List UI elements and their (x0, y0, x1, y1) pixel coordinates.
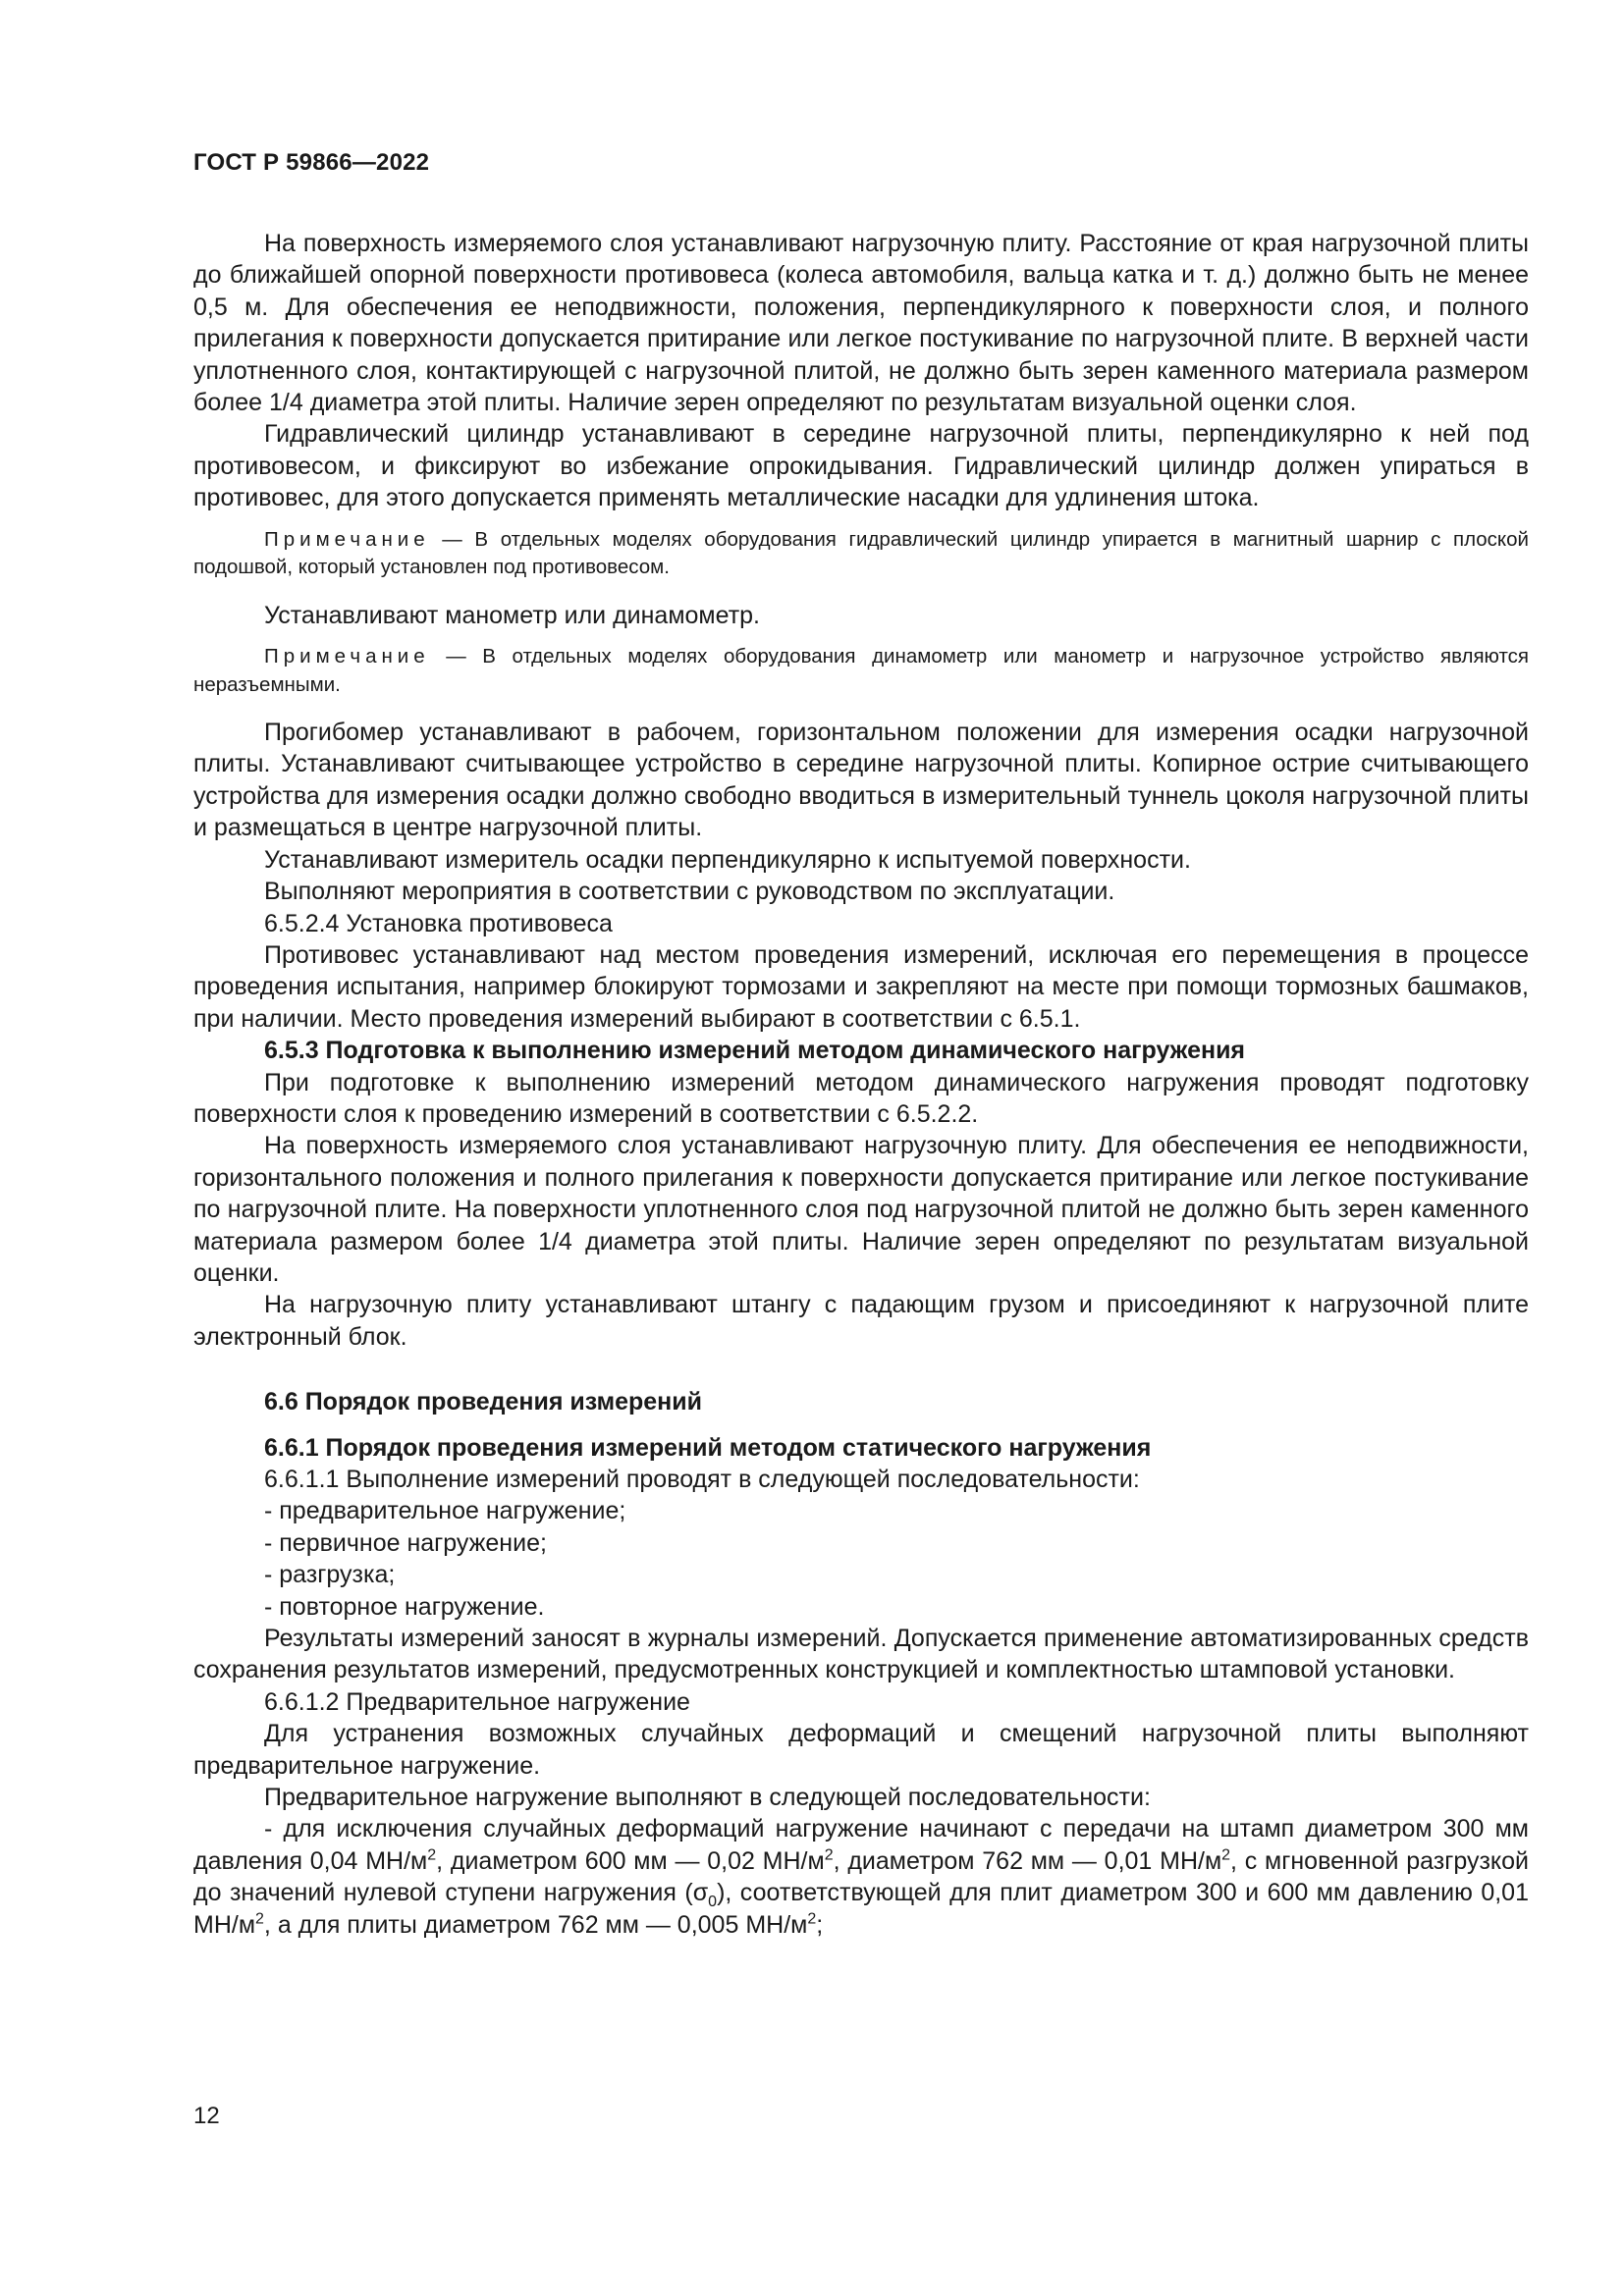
paragraph: На поверхность измеряемого слоя устанавливают нагрузочную плиту. Для обеспечения ее неподвижности, горизонтального положения и полного прилегания к поверхности допускается притирание или легкое постукивание по нагрузочной плите. На поверхности уплотненного слоя под нагрузочной плитой не должно быть зерен каменного материала размером более 1/4 диаметра этой плиты. Наличие зерен определяют по результатам визуальной оценки. (193, 1132, 1529, 1287)
text-run: , диаметром 600 мм — 0,02 МН/м (436, 1846, 825, 1875)
document-header: ГОСТ Р 59866—2022 (193, 149, 430, 176)
subsection-title: 6.5.2.4 Установка противовеса (264, 909, 613, 937)
text-run: , с мгновенной разгрузкой до значений нулевой ступени нагружения (σ (193, 1846, 1530, 1907)
superscript: 2 (427, 1846, 437, 1864)
paragraph: 6.6.1.1 Выполнение измерений проводят в следующей последовательности: (264, 1466, 1140, 1493)
paragraph: Выполняют мероприятия в соответствии с руководством по эксплуатации. (264, 878, 1115, 906)
text-run: , а для плиты диаметром 762 мм — 0,005 МН/м (263, 1910, 808, 1939)
paragraph: Для устранения возможных случайных деформаций и смещений нагрузочной плиты выполняют предварительное нагружение. (193, 1720, 1529, 1780)
note-label: Примечание (264, 527, 430, 551)
section-heading: 6.6.1 Порядок проведения измерений методом статического нагружения (264, 1433, 1152, 1462)
list-item: - повторное нагружение. (264, 1592, 545, 1621)
text-run: - для исключения случайных деформаций нагружение начинают с передачи на штамп диаметром 300 мм давления 0,04 МН/м (193, 1815, 1529, 1875)
superscript: 2 (255, 1910, 264, 1928)
text-run: , диаметром 762 мм — 0,01 МН/м (833, 1846, 1222, 1875)
note-text: — В отдельных моделях оборудования динамометр или манометр и нагрузочное устройство являются неразъемными. (193, 645, 1529, 696)
superscript: 2 (1221, 1846, 1231, 1864)
page-number: 12 (193, 2103, 220, 2129)
page-body (193, 228, 1529, 1941)
paragraph: На поверхность измеряемого слоя устанавливают нагрузочную плиту. Расстояние от края нагрузочной плиты до ближайшей опорной поверхности противовеса (колеса автомобиля, вальца катка и т. д.) должно быть не менее 0,5 м. Для обеспечения ее неподвижности, положения, перпендикулярного к поверхности слоя, и полного прилегания к поверхности допускается притирание или легкое постукивание по нагрузочной плите. В верхней части уплотненного слоя, контактирующей с нагрузочной плитой, не должно быть зерен каменного материала размером более 1/4 диаметра этой плиты. Наличие зерен определяют по результатам визуальной оценки слоя. (193, 230, 1529, 417)
subscript: 0 (708, 1894, 718, 1911)
paragraph: На нагрузочную плиту устанавливают штангу с падающим грузом и присоединяют к нагрузочной плите электронный блок. (193, 1291, 1529, 1351)
paragraph: Устанавливают манометр или динамометр. (264, 601, 760, 629)
superscript: 2 (807, 1910, 817, 1928)
paragraph: При подготовке к выполнению измерений методом динамического нагружения проводят подготовку поверхности слоя к проведению измерений в соответствии с 6.5.2.2. (193, 1068, 1529, 1128)
list-item: - первичное нагружение; (264, 1528, 547, 1557)
paragraph: Прогибомер устанавливают в рабочем, горизонтальном положении для измерения осадки нагрузочной плиты. Устанавливают считывающее устройство в середине нагрузочной плиты. Копирное острие считывающего устройства для измерения осадки должно свободно вводиться в измерительный туннель цоколя нагрузочной плиты и размещаться в центре нагрузочной плиты. (193, 719, 1529, 842)
subsection-title: 6.6.1.2 Предварительное нагружение (264, 1687, 690, 1716)
list-item: - разгрузка; (264, 1561, 396, 1589)
paragraph: Результаты измерений заносят в журналы измерений. Допускается применение автоматизированных средств сохранения результатов измерений, предусмотренных конструкцией и комплектностью штамповой установки. (193, 1625, 1529, 1684)
paragraph: Устанавливают измеритель осадки перпендикулярно к испытуемой поверхности. (264, 845, 1191, 874)
superscript: 2 (824, 1846, 834, 1864)
paragraph (193, 1813, 1529, 1941)
note-text: — В отдельных моделях оборудования гидравлический цилиндр упирается в магнитный шарнир с плоской подошвой, который установлен под противовесом. (193, 527, 1529, 579)
section-heading: 6.6 Порядок проведения измерений (264, 1388, 703, 1416)
paragraph: Противовес устанавливают над местом проведения измерений, исключая его перемещения в процессе проведения испытания, например блокируют тормозами и закрепляют на месте при помощи тормозных башмаков, при наличии. Место проведения измерений выбирают в соответствии с 6.5.1. (193, 940, 1529, 1033)
note (193, 643, 1529, 699)
list-item: - предварительное нагружение; (264, 1497, 626, 1525)
paragraph: Гидравлический цилиндр устанавливают в середине нагрузочной плиты, перпендикулярно к ней под противовесом, и фиксируют во избежание опрокидывания. Гидравлический цилиндр должен упираться в противовес, для этого допускается применять металлические насадки для удлинения штока. (193, 420, 1529, 512)
text-run: ), соответствующей для плит диаметром 300 и 600 мм давлению 0,01 МН/м (193, 1879, 1529, 1939)
note (193, 526, 1529, 582)
section-heading: 6.5.3 Подготовка к выполнению измерений методом динамического нагружения (264, 1037, 1246, 1065)
note-label: Примечание (264, 645, 430, 668)
text-run: ; (816, 1910, 824, 1939)
paragraph: Предварительное нагружение выполняют в следующей последовательности: (264, 1784, 1151, 1812)
